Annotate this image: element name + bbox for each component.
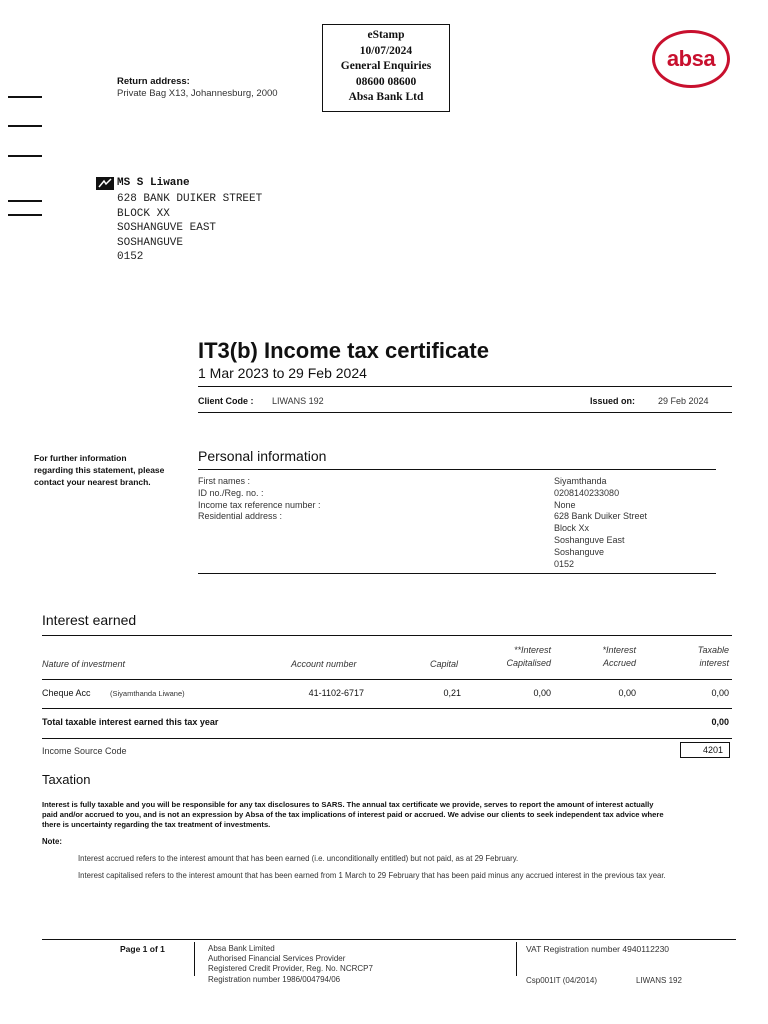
personal-label: Income tax reference number : [198,499,321,510]
side-note [34,452,164,488]
estamp-box [322,24,450,112]
personal-value: Soshanguve East [554,534,625,545]
side-note-line: regarding this statement, please [34,465,165,475]
row-taxable: 0,00 [711,688,729,698]
recipient-name: MS S Liwane [117,177,190,189]
vat-registration: VAT Registration number 4940112230 [526,944,670,954]
mail-barcode-icon [96,177,114,190]
personal-info-heading: Personal information [198,448,327,464]
personal-value: 0152 [554,558,575,569]
personal-label: ID no./Reg. no. : [198,487,264,498]
absa-logo [652,30,730,88]
footer-separator [516,942,517,976]
row-holder: (Siyamthanda Liwane) [110,689,185,698]
company-line: Authorised Financial Services Provider [208,954,346,964]
income-source-code: 4201 [680,742,730,758]
divider [42,738,732,739]
personal-value: Soshanguve [554,546,605,557]
footer-separator [194,942,195,976]
absa-logo-text: absa [666,46,716,71]
interest-heading: Interest earned [42,612,137,628]
recipient-address-line: SOSHANGUVE EAST [117,222,217,235]
fold-mark [8,96,42,98]
header-line: Taxable [697,645,729,655]
personal-value: None [554,499,576,510]
divider [198,573,716,574]
total-interest-label: Total taxable interest earned this tax year [42,717,219,727]
header-line: interest [699,658,729,668]
taxation-line: Interest is fully taxable and you will be responsible for any tax disclosures to SARS. The annual tax certificate we provide, serves to report the amount of interest actually [42,800,654,809]
personal-info-values [554,476,647,570]
certificate-period: 1 Mar 2023 to 29 Feb 2024 [198,365,367,381]
divider [198,412,732,413]
row-nature: Cheque Acc [42,688,91,698]
divider [198,386,732,387]
total-interest-value: 0,00 [711,717,729,727]
personal-value: Siyamthanda [554,476,607,486]
side-note-line: For further information [34,453,127,463]
company-line: Absa Bank Limited [208,944,275,953]
note-capitalised: Interest capitalised refers to the interest amount that has been earned from 1 March to 29 February that has been paid minus any accrued interest in the previous tax year. [78,871,666,880]
side-note-line: contact your nearest branch. [34,477,151,487]
divider [42,679,732,680]
header-line: **Interest [513,645,551,655]
row-capitalised: 0,00 [533,688,551,698]
header-line: Accrued [602,658,636,668]
personal-value: 0208140233080 [554,487,620,498]
estamp-date: 10/07/2024 [359,44,413,57]
taxation-heading: Taxation [42,772,91,787]
issued-on-date: 29 Feb 2024 [658,396,709,406]
estamp-bank: Absa Bank Ltd [348,91,424,103]
col-capitalised-header [506,645,551,668]
form-code: Csp001IT (04/2014) [526,976,598,985]
col-capital-header: Capital [430,659,459,669]
header-line: Capitalised [506,658,551,668]
estamp-enquiries: General Enquiries [340,60,432,72]
taxation-line: there is uncertainty regarding the tax treatment of investments. [42,820,271,830]
income-source-label: Income Source Code [42,746,127,756]
fold-mark [8,125,42,127]
recipient-address-line: 628 BANK DUIKER STREET [117,193,263,205]
personal-label: First names : [198,476,251,486]
recipient-address [117,192,262,265]
return-address-label: Return address: [117,76,190,87]
recipient-address-line: SOSHANGUVE [117,236,184,249]
divider [42,708,732,709]
client-code-value: LIWANS 192 [272,396,324,406]
personal-value: 628 Bank Duiker Street [554,511,648,522]
company-line: Registered Credit Provider, Reg. No. NCRCP7 [208,964,373,974]
note-label: Note: [42,837,62,846]
estamp-phone: 08600 08600 [355,75,417,88]
footer-divider [42,939,736,940]
row-accrued: 0,00 [618,688,636,698]
taxation-line: paid and/or accrued to you, and is not an expression by Absa of the tax implications of interest paid or accrued. We advise our clients to seek independent tax advice where [42,810,664,820]
fold-mark [8,214,42,216]
estamp-title: eStamp [367,29,405,41]
return-address-value: Private Bag X13, Johannesburg, 2000 [117,88,278,99]
fold-mark [8,200,42,202]
col-accrued-header [602,645,636,668]
header-line: *Interest [602,645,636,655]
row-capital: 0,21 [443,688,461,698]
company-line: Registration number 1986/004794/06 [208,974,341,984]
certificate-title: IT3(b) Income tax certificate [198,338,489,363]
company-info [208,944,373,985]
col-taxable-header [698,645,729,668]
issued-on-label: Issued on: [590,396,636,406]
page-number: Page 1 of 1 [120,944,165,954]
col-nature-header: Nature of investment [42,659,126,669]
recipient-address-line: 0152 [117,251,144,264]
row-account: 41-1102-6717 [308,688,364,698]
personal-info-labels [198,476,321,523]
personal-label: Residential address : [198,511,283,522]
taxation-paragraph [42,800,768,831]
client-code-label: Client Code : [198,396,254,406]
recipient-address-line: BLOCK XX [117,207,170,220]
col-account-header: Account number [291,659,357,669]
divider [198,469,716,470]
fold-mark [8,155,42,157]
client-reference: LIWANS 192 [636,976,682,985]
note-accrued: Interest accrued refers to the interest amount that has been earned (i.e. unconditionally entitled) but not paid, as at 29 February. [78,854,519,863]
personal-value: Block Xx [554,523,590,534]
divider [42,635,732,636]
